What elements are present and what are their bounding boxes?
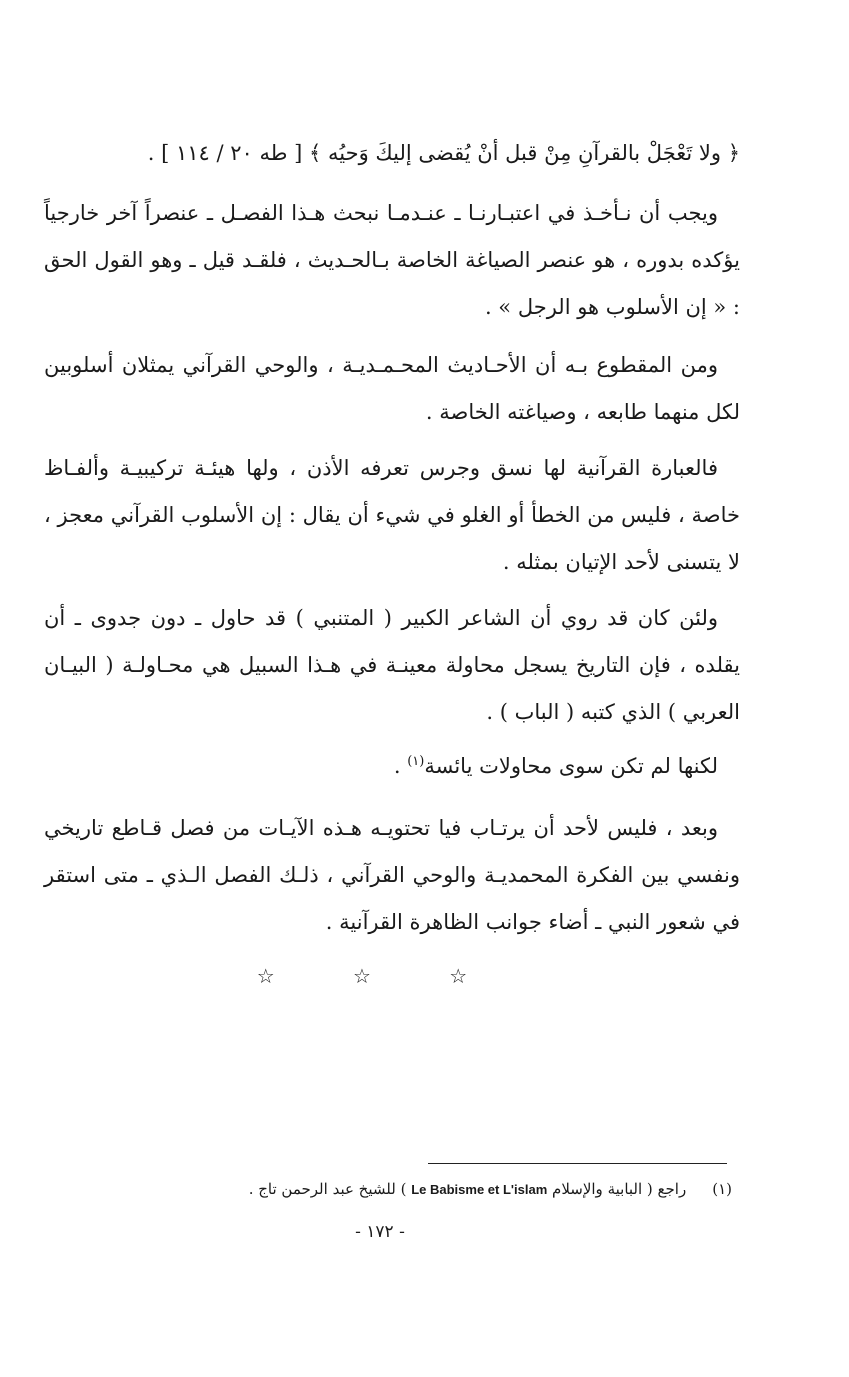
section-separator-stars: ☆ ☆ ☆ (256, 964, 504, 988)
paragraph-two-styles (44, 342, 740, 436)
paragraph-text: لكنها لم تكن سوى محاولات يائسة (424, 754, 718, 778)
paragraph-text: ولئن كان قد روي أن الشاعر الكبير ( المتنبي ) قد حاول ـ دون جدوى ـ أن يقلده ، فإن التاريخ يسجل محاولة معينـة في هـذا السبيل هي محـاولـة ( البيـان العربي ) الذي كتبه ( الباب ) . (44, 606, 740, 724)
paragraph-text: ومن المقطوع بـه أن الأحـاديث المحـمـديـة ، والوحي القرآني يمثلان أسلوبين لكل منهما طابعه ، وصياغته الخاصة . (44, 353, 740, 424)
footnote-number: (١) (712, 1180, 732, 1198)
page-number: - ١٧٢ - (355, 1222, 405, 1242)
paragraph-text: فالعبارة القرآنية لها نسق وجرس تعرفه الأذن ، ولها هيئـة تركيبيـة وألفـاظ خاصة ، فليس من الخطأ أو الغلو في شيء أن يقال : إن الأسلوب القرآني معجز ، لا يتسنى لأحد الإتيان بمثله . (44, 456, 740, 574)
footnote-divider (428, 1163, 727, 1164)
paragraph-end-mark: . (393, 754, 408, 778)
quran-verse (44, 130, 740, 177)
paragraph-imitation-attempts (44, 595, 740, 736)
paragraph-text: وبعد ، فليس لأحد أن يرتـاب فيا تحتويـه هـذه الآيـات من فصل قـاطع تاريخي ونفسي بين الفكرة المحمديـة والوحي القرآني ، ذلـك الفصل الـذي ـ متى استقر في شعور النبي ـ أضاء جوانب الظاهرة القرآنية . (44, 816, 740, 934)
footnote-text-after: ) للشيخ عبد الرحمن تاج . (248, 1180, 407, 1198)
footnote-text-before: راجع ( البابية والإسلام (552, 1180, 687, 1198)
footnote-reference[interactable]: (١) (407, 754, 425, 769)
paragraph-conclusion (44, 805, 740, 946)
paragraph-text: ويجب أن نـأخـذ في اعتبـارنـا ـ عنـدمـا نبحث هـذا الفصـل ـ عنصراً آخر خارجياً يؤكده بدوره ، هو عنصر الصياغة الخاصة بـالحـديث ، فلقـد قيل ـ وهو القول الحق : « إن الأسلوب هو الرجل » . (44, 201, 741, 319)
paragraph-style-element (44, 190, 740, 331)
footnote (100, 1174, 732, 1205)
paragraph-quranic-expression (44, 445, 740, 586)
footnote-latin-title: Le Babisme et L'islam (411, 1182, 548, 1197)
verse-text: ﴿ ولا تَعْجَلْ بالقرآنِ مِنْ قبل أنْ يُقضى إليكَ وَحيُه ﴾ [ طه ٢٠ / ١١٤ ] . (147, 141, 740, 165)
paragraph-desperate-attempts (44, 743, 740, 790)
